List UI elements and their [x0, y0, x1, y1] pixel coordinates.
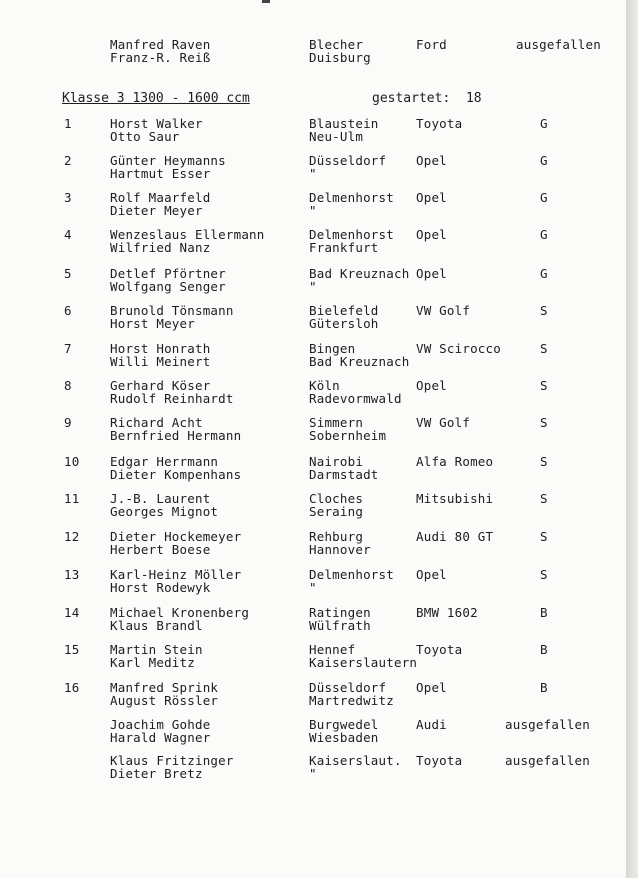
codriver-town: Wülfrath [309, 618, 371, 633]
codriver-town: Sobernheim [309, 428, 387, 443]
entry-number: 1 [64, 116, 72, 131]
driver-town: Bad Kreuznach [309, 266, 410, 281]
driver-town: Burgwedel [309, 717, 379, 732]
list-item [0, 267, 626, 295]
codriver-town: Radevormwald [309, 391, 402, 406]
driver-town: Köln [309, 378, 340, 393]
car-model: Audi [416, 717, 447, 732]
driver-name: Wenzeslaus Ellermann [110, 227, 265, 242]
codriver-town: Martredwitz [309, 693, 394, 708]
driver-name: Dieter Hockemeyer [110, 529, 242, 544]
codriver-name: Herbert Boese [110, 542, 211, 557]
codriver-name: Dieter Bretz [110, 766, 203, 781]
result-status: B [540, 642, 548, 657]
driver-name: Gerhard Köser [110, 378, 211, 393]
codriver-town: Kaiserslautern [309, 655, 418, 670]
result-status: S [540, 491, 548, 506]
driver-town: Delmenhorst [309, 567, 394, 582]
codriver-name: Karl Meditz [110, 655, 195, 670]
result-status: S [540, 454, 548, 469]
entry-number: 14 [64, 605, 80, 620]
codriver-town: Wiesbaden [309, 730, 379, 745]
entry-number: 10 [64, 454, 80, 469]
driver-town: Hennef [309, 642, 356, 657]
result-status: G [540, 190, 548, 205]
result-status: ausgefallen [516, 37, 601, 52]
entry-number: 2 [64, 153, 72, 168]
list-item [0, 154, 626, 182]
car-model: Opel [416, 227, 447, 242]
started-count: 18 [465, 91, 482, 106]
result-status: ausgefallen [505, 717, 590, 732]
codriver-town: " [309, 166, 317, 181]
list-item [0, 38, 626, 66]
codriver-name: Horst Meyer [110, 316, 195, 331]
car-model: Toyota [416, 642, 463, 657]
codriver-town: Neu-Ulm [309, 129, 364, 144]
list-item [0, 455, 626, 483]
driver-name: Brunold Tönsmann [110, 303, 234, 318]
driver-name: Michael Kronenberg [110, 605, 250, 620]
page-edge [626, 0, 638, 878]
list-item [0, 681, 626, 709]
result-status: ausgefallen [505, 753, 590, 768]
driver-name: Richard Acht [110, 415, 203, 430]
car-model: Opel [416, 567, 447, 582]
list-item [0, 416, 626, 444]
codriver-name: Willi Meinert [110, 354, 211, 369]
car-model: Opel [416, 680, 447, 695]
codriver-town: " [309, 580, 317, 595]
codriver-town: " [309, 203, 317, 218]
codriver-name: Horst Rodewyk [110, 580, 211, 595]
car-model: Toyota [416, 116, 463, 131]
codriver-name: Wolfgang Senger [110, 279, 226, 294]
list-item [0, 643, 626, 671]
codriver-name: Bernfried Hermann [110, 428, 242, 443]
entry-number: 3 [64, 190, 72, 205]
entry-number: 8 [64, 378, 72, 393]
driver-town: Kaiserslaut. [309, 753, 402, 768]
list-item [0, 718, 626, 746]
driver-name: Horst Honrath [110, 341, 211, 356]
driver-town: Delmenhorst [309, 227, 394, 242]
driver-town: Bingen [309, 341, 356, 356]
driver-town: Düsseldorf [309, 153, 387, 168]
driver-town: Cloches [309, 491, 364, 506]
entry-number: 11 [64, 491, 80, 506]
driver-name: Edgar Herrmann [110, 454, 219, 469]
driver-name: Manfred Raven [110, 37, 211, 52]
car-model: Mitsubishi [416, 491, 494, 506]
result-status: B [540, 605, 548, 620]
result-status: S [540, 415, 548, 430]
codriver-town: Bad Kreuznach [309, 354, 410, 369]
driver-name: Manfred Sprink [110, 680, 219, 695]
driver-town: Rehburg [309, 529, 364, 544]
list-item [0, 228, 626, 256]
car-model: VW Golf [416, 415, 471, 430]
codriver-town: " [309, 766, 317, 781]
codriver-name: Wilfried Nanz [110, 240, 211, 255]
car-model: Opel [416, 378, 447, 393]
result-status: S [540, 341, 548, 356]
started-count-label: gestartet: 18 [372, 91, 482, 106]
codriver-name: Rudolf Reinhardt [110, 391, 234, 406]
list-item [0, 492, 626, 520]
entry-number: 6 [64, 303, 72, 318]
codriver-town: Seraing [309, 504, 364, 519]
result-status: S [540, 303, 548, 318]
codriver-town: " [309, 279, 317, 294]
driver-town: Nairobi [309, 454, 364, 469]
entry-number: 13 [64, 567, 80, 582]
list-item [0, 191, 626, 219]
driver-town: Düsseldorf [309, 680, 387, 695]
result-status: G [540, 266, 548, 281]
car-model: Alfa Romeo [416, 454, 494, 469]
car-model: Ford [416, 37, 447, 52]
list-item [0, 568, 626, 596]
result-status: G [540, 116, 548, 131]
car-model: Opel [416, 266, 447, 281]
driver-name: Detlef Pförtner [110, 266, 226, 281]
codriver-name: August Rössler [110, 693, 219, 708]
entry-number: 16 [64, 680, 80, 695]
driver-name: Rolf Maarfeld [110, 190, 211, 205]
car-model: BMW 1602 [416, 605, 478, 620]
list-item [0, 606, 626, 634]
entry-number: 9 [64, 415, 72, 430]
codriver-name: Dieter Meyer [110, 203, 203, 218]
entry-number: 12 [64, 529, 80, 544]
list-item [0, 754, 626, 782]
driver-name: J.-B. Laurent [110, 491, 211, 506]
codriver-town: Darmstadt [309, 467, 379, 482]
result-status: S [540, 378, 548, 393]
result-status: S [540, 567, 548, 582]
class-title: Klasse 3 1300 - 1600 ccm [62, 91, 250, 106]
car-model: Toyota [416, 753, 463, 768]
entry-number: 15 [64, 642, 80, 657]
driver-name: Joachim Gohde [110, 717, 211, 732]
driver-name: Horst Walker [110, 116, 203, 131]
driver-name: Klaus Fritzinger [110, 753, 234, 768]
result-status: G [540, 227, 548, 242]
codriver-name: Harald Wagner [110, 730, 211, 745]
driver-town: Simmern [309, 415, 364, 430]
car-model: Opel [416, 190, 447, 205]
codriver-name: Hartmut Esser [110, 166, 211, 181]
driver-town: Blecher [309, 37, 364, 52]
driver-town: Blaustein [309, 116, 379, 131]
result-status: S [540, 529, 548, 544]
driver-name: Martin Stein [110, 642, 203, 657]
entry-number: 7 [64, 341, 72, 356]
codriver-town: Gütersloh [309, 316, 379, 331]
car-model: VW Golf [416, 303, 471, 318]
codriver-name: Klaus Brandl [110, 618, 203, 633]
list-item [0, 304, 626, 332]
driver-name: Günter Heymanns [110, 153, 226, 168]
codriver-name: Franz-R. Reiß [110, 50, 211, 65]
codriver-name: Georges Mignot [110, 504, 219, 519]
result-status: B [540, 680, 548, 695]
entry-number: 4 [64, 227, 72, 242]
driver-town: Ratingen [309, 605, 371, 620]
codriver-name: Dieter Kompenhans [110, 467, 242, 482]
driver-name: Karl-Heinz Möller [110, 567, 242, 582]
list-item [0, 379, 626, 407]
car-model: VW Scirocco [416, 341, 501, 356]
codriver-town: Hannover [309, 542, 371, 557]
car-model: Opel [416, 153, 447, 168]
entry-number: 5 [64, 266, 72, 281]
codriver-name: Otto Saur [110, 129, 180, 144]
driver-town: Delmenhorst [309, 190, 394, 205]
class-header [62, 91, 482, 106]
list-item [0, 117, 626, 145]
codriver-town: Duisburg [309, 50, 371, 65]
car-model: Audi 80 GT [416, 529, 494, 544]
codriver-town: Frankfurt [309, 240, 379, 255]
list-item [0, 530, 626, 558]
driver-town: Bielefeld [309, 303, 379, 318]
result-status: G [540, 153, 548, 168]
list-item [0, 342, 626, 370]
